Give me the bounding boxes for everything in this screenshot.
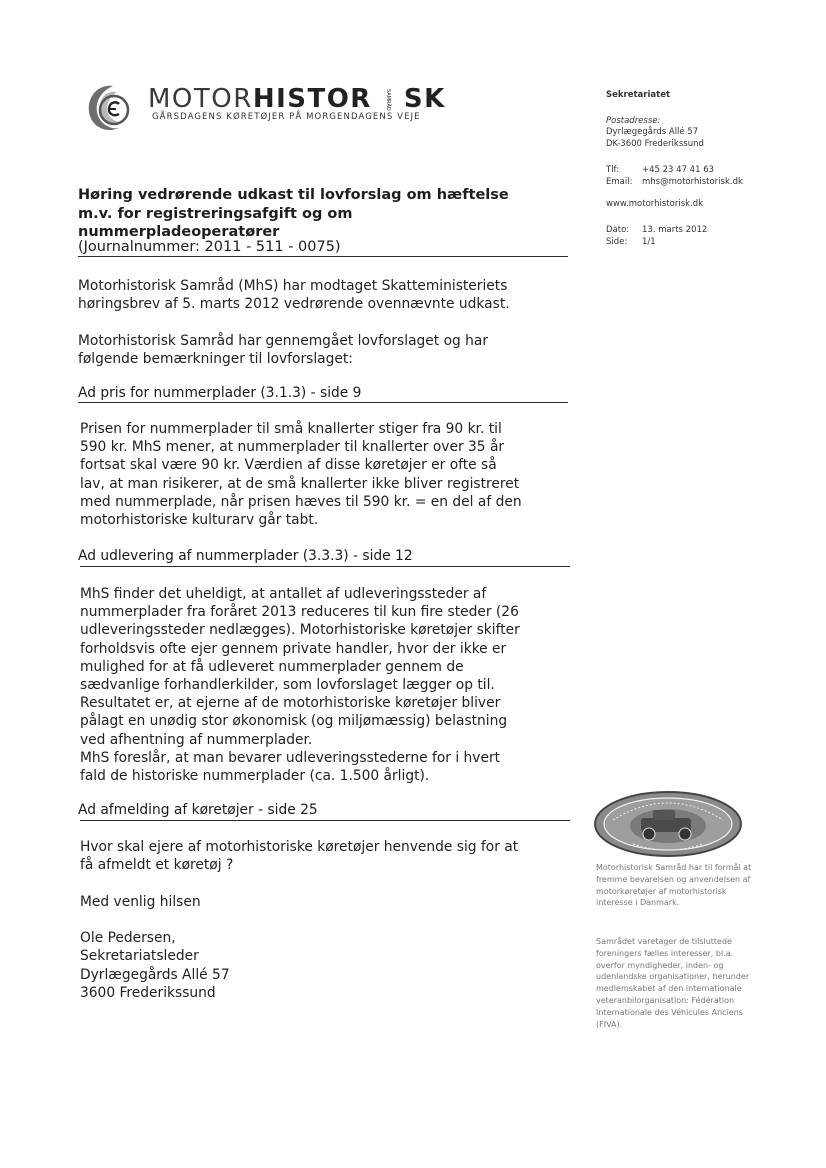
email-label: Email: bbox=[606, 176, 633, 187]
address-line: Dyrlægegårds Allé 57 bbox=[606, 127, 699, 137]
section-heading-deregistration: Ad afmelding af køretøjer - side 25 bbox=[78, 802, 318, 818]
address-label: Postadresse: bbox=[606, 116, 661, 126]
address-line: DK-3600 Frederikssund bbox=[606, 138, 704, 149]
sidebar-purpose-text: Motorhistorisk Samråd har til formål at fremme bevarelsen og anvendelsen af motorkøretøjer af motorhistorisk interesse i Danmark. bbox=[596, 863, 752, 908]
review-paragraph bbox=[78, 332, 573, 368]
section-heading-prices: Ad pris for nummerplader (3.1.3) - side 9 bbox=[78, 385, 362, 401]
logo-word-bold-a: HISTOR bbox=[252, 84, 372, 114]
paragraph-line: med nummerplade, når prisen hæves til 590 kr. = en del af den bbox=[80, 493, 522, 510]
address-block bbox=[606, 127, 704, 150]
paragraph-line: fortsat skal være 90 kr. Værdien af disse køretøjer er ofte så bbox=[80, 457, 497, 474]
journal-number: (Journalnummer: 2011 - 511 - 0075) bbox=[78, 239, 341, 255]
signature-line: Ole Pedersen, bbox=[80, 930, 176, 946]
paragraph-line: mulighed for at få udleveret nummerplader gennem de bbox=[80, 658, 464, 675]
title-line: m.v. for registreringsafgift og om bbox=[78, 205, 353, 222]
page-value: 1/1 bbox=[642, 236, 656, 247]
website: www.motorhistorisk.dk bbox=[606, 199, 704, 209]
paragraph-line: MhS finder det uheldigt, at antallet af udleveringssteder af bbox=[80, 586, 487, 602]
date-block bbox=[606, 225, 707, 248]
email-value: mhs@motorhistorisk.dk bbox=[642, 176, 743, 187]
signature-line: Sekretariatsleder bbox=[80, 948, 199, 965]
paragraph-line: Hvor skal ejere af motorhistoriske køretøjer henvende sig for at bbox=[80, 839, 519, 855]
signature-block bbox=[80, 929, 575, 1003]
logo-tagline: GÅRSDAGENS KØRETØJER PÅ MORGENDAGENS VEJE bbox=[152, 112, 421, 122]
contact-block bbox=[606, 165, 743, 188]
paragraph-line: udleveringssteder nedlægges). Motorhistoriske køretøjer skifter bbox=[80, 622, 520, 639]
logo-word-light: MOTOR bbox=[148, 84, 253, 114]
logo-wordmark bbox=[148, 84, 446, 114]
phone-label: Tlf: bbox=[606, 165, 620, 175]
section-rule bbox=[80, 820, 570, 821]
deregistration-paragraph bbox=[80, 838, 575, 874]
date-row bbox=[606, 225, 707, 237]
page-label: Side: bbox=[606, 236, 628, 247]
logo-word-bold-b: SK bbox=[403, 84, 446, 114]
paragraph-line: fald de historiske nummerplader (ca. 1.500 årligt). bbox=[80, 768, 430, 785]
paragraph-line: MhS foreslår, at man bevarer udleveringsstederne for i hvert bbox=[80, 749, 501, 766]
page-row bbox=[606, 237, 707, 249]
paragraph-line: 590 kr. MhS mener, at nummerplader til knallerter over 35 år bbox=[80, 439, 505, 456]
paragraph-line: motorhistoriske kulturarv går tabt. bbox=[80, 512, 319, 529]
section-heading-delivery: Ad udlevering af nummerplader (3.3.3) - side 12 bbox=[78, 548, 413, 564]
letter-title bbox=[78, 186, 568, 242]
paragraph-line: pålagt en unødig stor økonomisk (og miljømæssig) belastning bbox=[80, 713, 508, 730]
paragraph-line: Prisen for nummerplader til små knallerter stiger fra 90 kr. til bbox=[80, 421, 502, 437]
signature-line: 3600 Frederikssund bbox=[80, 985, 216, 1002]
closing-greeting: Med venlig hilsen bbox=[80, 894, 201, 910]
sidebar-title: Sekretariatet bbox=[606, 90, 671, 100]
motorhistorisk-logo-icon bbox=[83, 82, 135, 134]
paragraph-line: ved afhentning af nummerplader. bbox=[80, 731, 313, 748]
delivery-paragraph bbox=[80, 585, 575, 785]
paragraph-line: høringsbrev af 5. marts 2012 vedrørende ovennævnte udkast. bbox=[78, 296, 510, 313]
paragraph-line: Resultatet er, at ejerne af de motorhistoriske køretøjer bliver bbox=[80, 695, 501, 712]
title-line: Høring vedrørende udkast til lovforslag om hæftelse bbox=[78, 187, 509, 203]
prices-paragraph bbox=[80, 420, 575, 529]
paragraph-line: Motorhistorisk Samråd har gennemgået lovforslaget og har bbox=[78, 333, 489, 349]
logo-word-small: SAMRÅD bbox=[384, 88, 391, 111]
title-rule bbox=[78, 256, 568, 257]
section-rule bbox=[80, 566, 570, 567]
title-line: nummerpladeoperatører bbox=[78, 224, 280, 240]
section-rule bbox=[78, 402, 568, 403]
phone-row bbox=[606, 165, 743, 177]
paragraph-line: lav, at man risikerer, at de små knallerter ikke bliver registreret bbox=[80, 475, 520, 492]
phone-value: +45 23 47 41 63 bbox=[642, 165, 715, 175]
date-value: 13. marts 2012 bbox=[642, 225, 708, 235]
paragraph-line: forholdsvis ofte ejer gennem private handler, hvor der ikke er bbox=[80, 640, 507, 657]
fiva-seal-icon bbox=[593, 790, 743, 858]
date-label: Dato: bbox=[606, 225, 630, 235]
paragraph-line: få afmeldt et køretøj ? bbox=[80, 857, 234, 874]
paragraph-line: nummerplader fra foråret 2013 reduceres til kun fire steder (26 bbox=[80, 604, 519, 621]
paragraph-line: Motorhistorisk Samråd (MhS) har modtaget Skatteministeriets bbox=[78, 278, 508, 294]
paragraph-line: sædvanlige forhandlerkilder, som lovforslaget lægger op til. bbox=[80, 677, 495, 694]
sidebar-role-text: Samrådet varetager de tilsluttede foreningers fælles interesser, bl.a. overfor myndigheder, inden- og udenlandske organisationer, herunder medlemskabet af den internationale veteranbilorganisation: Fédération Internationale des Véhicules Anciens (FIVA). bbox=[596, 937, 750, 1029]
signature-line: Dyrlægegårds Allé 57 bbox=[80, 966, 230, 983]
paragraph-line: følgende bemærkninger til lovforslaget: bbox=[78, 351, 353, 368]
intro-paragraph bbox=[78, 277, 573, 313]
email-row bbox=[606, 177, 743, 189]
